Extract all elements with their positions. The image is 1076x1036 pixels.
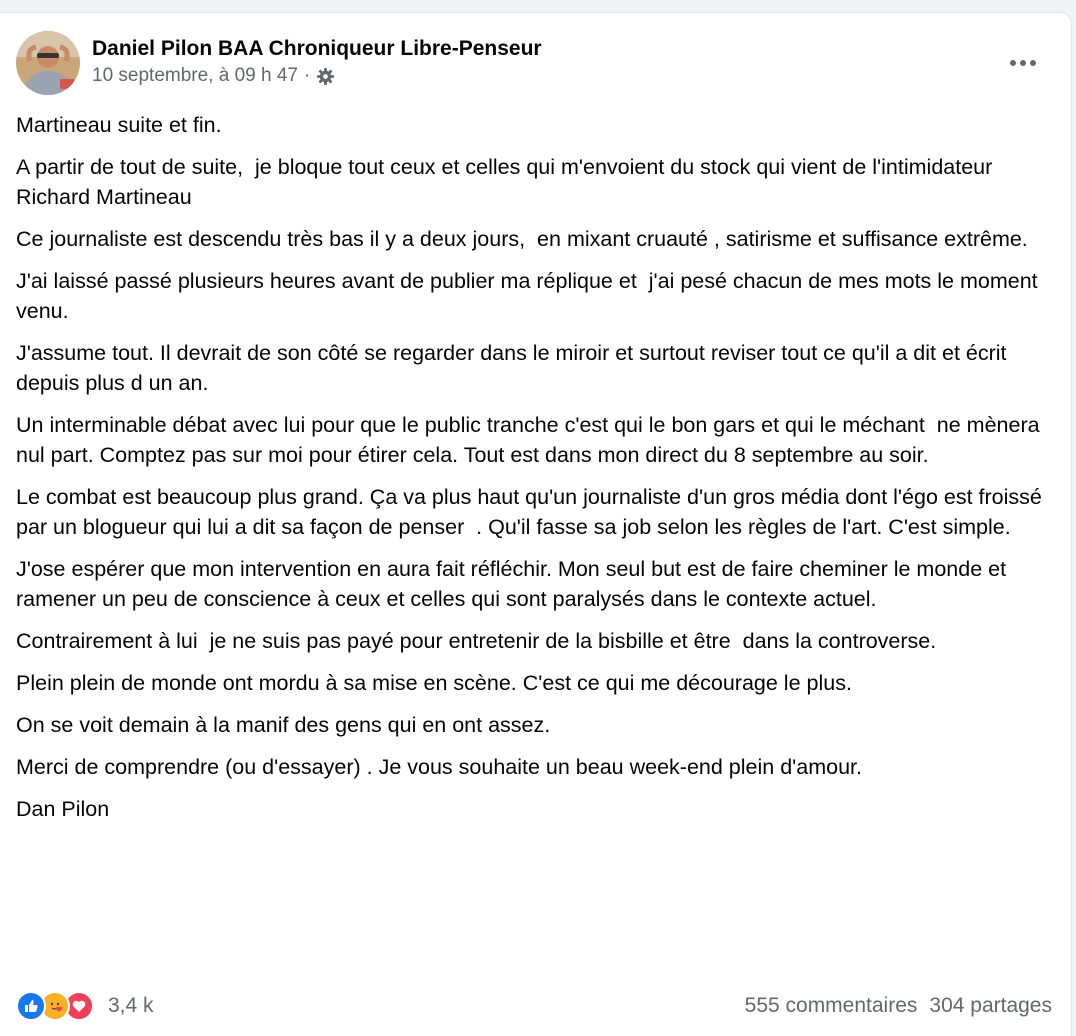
post-paragraph: A partir de tout de suite, je bloque tout ceux et celles qui m'envoient du stock qui vient de l'intimidateur Richard Martineau — [16, 155, 999, 209]
author-name[interactable]: Daniel Pilon BAA Chroniqueur Libre-Penseur — [92, 37, 542, 60]
post-header — [16, 31, 542, 95]
reaction-count[interactable]: 3,4 k — [108, 994, 154, 1017]
comments-count[interactable]: 555 commentaires — [744, 994, 918, 1017]
meta-separator: · — [303, 65, 311, 86]
post-paragraph: Le combat est beaucoup plus grand. Ça va plus haut qu'un journaliste d'un gros média dont l'égo est froissé par un blogueur qui lui a dit sa façon de penser . Qu'il fasse sa job selon les règles de l'art. C'est simple. — [16, 485, 1048, 539]
shares-count[interactable]: 304 partages — [929, 994, 1052, 1017]
post-body — [16, 110, 1052, 836]
reactions-summary[interactable] — [16, 991, 154, 1021]
post-paragraph: Contrairement à lui je ne suis pas payé pour entretenir de la bisbille et être dans la controverse. — [16, 629, 937, 653]
post-card — [0, 12, 1072, 1036]
post-paragraph: J'assume tout. Il devrait de son côté se regarder dans le miroir et surtout reviser tout ce qu'il a dit et écrit depuis plus d un an. — [16, 341, 1013, 395]
post-stats — [733, 994, 1052, 1018]
gear-icon[interactable] — [316, 67, 335, 86]
like-icon — [16, 991, 46, 1021]
post-paragraph: Un interminable débat avec lui pour que le public tranche c'est qui le bon gars et qui le méchant ne mènera nul part. Comptez pas sur moi pour étirer cela. Tout est dans mon direct du 8 septembre au soir. — [16, 413, 1046, 467]
more-options-icon[interactable] — [1007, 53, 1039, 73]
post-signature: Dan Pilon — [16, 797, 110, 821]
post-paragraph: Plein plein de monde ont mordu à sa mise en scène. C'est ce qui me décourage le plus. — [16, 671, 852, 695]
post-paragraph: Merci de comprendre (ou d'essayer) . Je vous souhaite un beau week-end plein d'amour. — [16, 755, 862, 779]
post-footer — [16, 991, 1052, 1021]
post-timestamp[interactable]: 10 septembre, à 09 h 47 — [92, 65, 298, 86]
author-avatar[interactable] — [16, 31, 80, 95]
post-paragraph: Martineau suite et fin. — [16, 113, 222, 137]
post-paragraph: On se voit demain à la manif des gens qui en ont assez. — [16, 713, 551, 737]
post-meta — [92, 63, 542, 89]
post-paragraph: J'ai laissé passé plusieurs heures avant de publier ma réplique et j'ai pesé chacun de mes mots le moment venu. — [16, 269, 1044, 323]
post-paragraph: Ce journaliste est descendu très bas il y a deux jours, en mixant cruauté , satirisme et suffisance extrême. — [16, 227, 1028, 251]
post-paragraph: J'ose espérer que mon intervention en aura fait réfléchir. Mon seul but est de faire cheminer le monde et ramener un peu de conscience à ceux et celles qui sont paralysés dans le contexte actuel. — [16, 557, 1013, 611]
